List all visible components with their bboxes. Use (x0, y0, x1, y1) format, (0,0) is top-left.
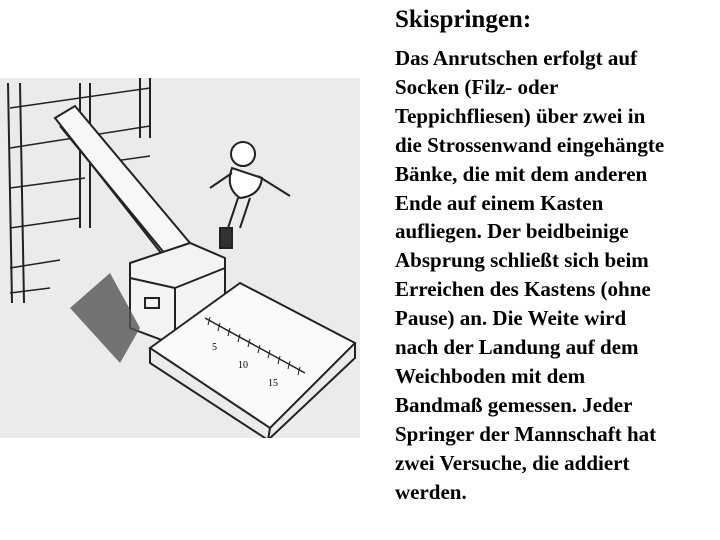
text-line: Socken (Filz- oder (395, 74, 559, 99)
jumper (231, 142, 255, 166)
scale-label-5: 5 (212, 342, 217, 353)
ski-jump-sketch (0, 78, 360, 438)
text-line: nach der Landung auf dem (395, 335, 639, 360)
text-line: Bandmaß gemessen. Jeder (395, 392, 633, 417)
text-line: Weichboden mit dem (395, 363, 586, 388)
page-title: Skispringen: (395, 6, 532, 33)
text-line: die Strossenwand eingehängte (395, 132, 665, 157)
text-line: werden. (395, 479, 467, 504)
description-text (395, 44, 664, 507)
text-line: Erreichen des Kastens (ohne (395, 277, 651, 302)
text-line: Bänke, die mit dem anderen (395, 161, 648, 186)
text-line: Absprung schließt sich beim (395, 248, 649, 273)
text-line: Teppichfliesen) über zwei in (395, 103, 646, 128)
text-line: Das Anrutschen erfolgt auf (395, 46, 638, 70)
text-line: Ende auf einem Kasten (395, 190, 604, 215)
scale-label-15: 15 (268, 378, 278, 389)
wall-bar-post (8, 83, 12, 303)
text-line: zwei Versuche, die addiert (395, 450, 630, 475)
bench (55, 106, 190, 258)
text-line: Pause) an. Die Weite wird (395, 306, 627, 331)
ski-jump-illustration (0, 78, 360, 438)
text-line: Springer der Mannschaft hat (395, 421, 657, 446)
scale-label-10: 10 (238, 360, 248, 371)
text-line: aufliegen. Der beidbeinige (395, 219, 629, 244)
